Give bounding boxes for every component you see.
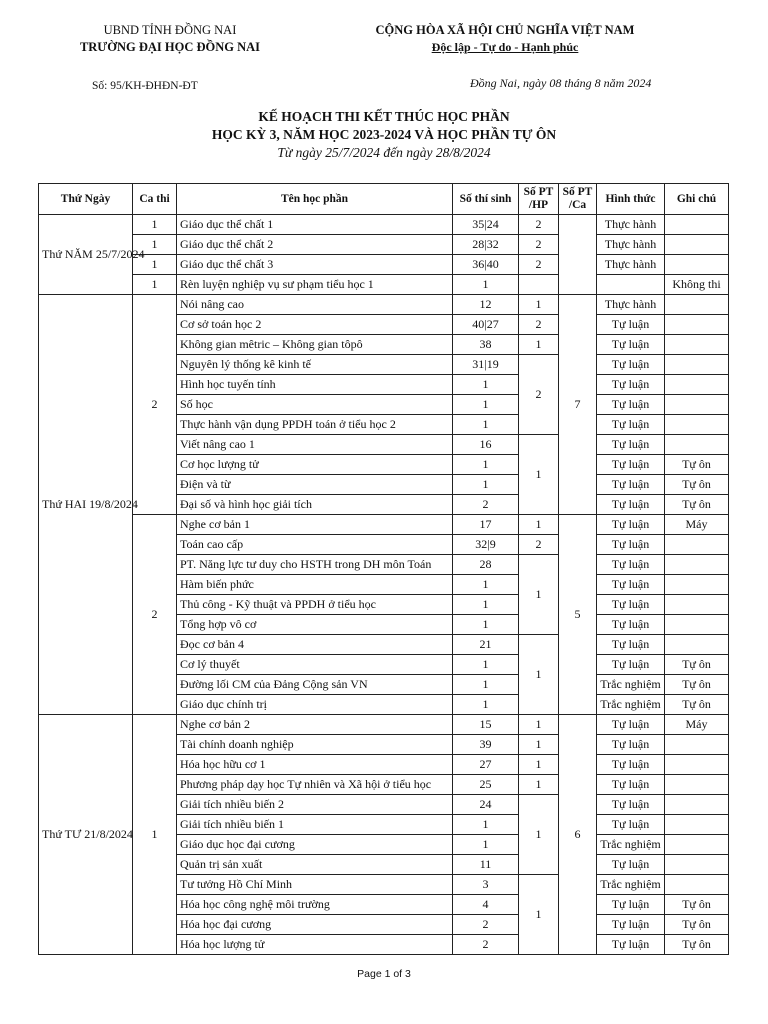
- subject-cell: Tổng hợp vô cơ: [177, 615, 453, 635]
- method-cell: Trắc nghiệm: [597, 835, 665, 855]
- note-cell: [665, 415, 729, 435]
- note-cell: [665, 535, 729, 555]
- subject-cell: Tư tưởng Hồ Chí Minh: [177, 875, 453, 895]
- note-cell: Máy: [665, 515, 729, 535]
- subject-cell: Hóa học đại cương: [177, 915, 453, 935]
- pt-hp-cell: 2: [519, 355, 559, 435]
- note-cell: Tự ôn: [665, 655, 729, 675]
- method-cell: Tự luận: [597, 435, 665, 455]
- method-cell: Tự luận: [597, 455, 665, 475]
- subject-cell: Tài chính doanh nghiệp: [177, 735, 453, 755]
- subject-cell: Cơ học lượng tử: [177, 455, 453, 475]
- exam-schedule-table: [38, 183, 729, 955]
- method-cell: Tự luận: [597, 415, 665, 435]
- day-cell: Thứ TƯ 21/8/2024: [39, 715, 133, 955]
- count-cell: 25: [453, 775, 519, 795]
- count-cell: 1: [453, 615, 519, 635]
- day-cell: Thứ NĂM 25/7/2024: [39, 215, 133, 295]
- count-cell: 31|19: [453, 355, 519, 375]
- method-cell: Tự luận: [597, 515, 665, 535]
- count-cell: 1: [453, 395, 519, 415]
- note-cell: Tự ôn: [665, 895, 729, 915]
- method-cell: Tự luận: [597, 615, 665, 635]
- subject-cell: Phương pháp dạy học Tự nhiên và Xã hội ở tiểu học: [177, 775, 453, 795]
- subject-cell: Giải tích nhiều biến 2: [177, 795, 453, 815]
- count-cell: 39: [453, 735, 519, 755]
- shift-cell: 1: [133, 275, 177, 295]
- subject-cell: Hóa học hữu cơ 1: [177, 755, 453, 775]
- national-motto: Độc lập - Tự do - Hạnh phúc: [431, 40, 579, 54]
- method-cell: Tự luận: [597, 315, 665, 335]
- note-cell: [665, 775, 729, 795]
- note-cell: [665, 735, 729, 755]
- method-cell: Tự luận: [597, 355, 665, 375]
- count-cell: 28: [453, 555, 519, 575]
- pt-hp-cell: 1: [519, 795, 559, 875]
- table-row: [39, 295, 729, 315]
- note-cell: Không thi: [665, 275, 729, 295]
- count-cell: 1: [453, 575, 519, 595]
- pt-hp-cell: 1: [519, 555, 559, 635]
- note-cell: [665, 875, 729, 895]
- subject-cell: Thực hành vận dụng PPDH toán ở tiểu học 2: [177, 415, 453, 435]
- subject-cell: Giải tích nhiều biến 1: [177, 815, 453, 835]
- method-cell: Tự luận: [597, 795, 665, 815]
- note-cell: [665, 795, 729, 815]
- shift-cell: 1: [133, 235, 177, 255]
- pt-hp-cell: 2: [519, 255, 559, 275]
- count-cell: 27: [453, 755, 519, 775]
- subject-cell: Thủ công - Kỹ thuật và PPDH ở tiểu học: [177, 595, 453, 615]
- subject-cell: PT. Năng lực tư duy cho HSTH trong DH môn Toán: [177, 555, 453, 575]
- count-cell: 1: [453, 675, 519, 695]
- method-cell: [597, 275, 665, 295]
- method-cell: Tự luận: [597, 915, 665, 935]
- table-row: [39, 515, 729, 535]
- method-cell: Trắc nghiệm: [597, 875, 665, 895]
- note-cell: [665, 755, 729, 775]
- col-header-count: Số thí sinh: [453, 184, 519, 215]
- count-cell: 15: [453, 715, 519, 735]
- method-cell: Tự luận: [597, 755, 665, 775]
- col-header-shift: Ca thi: [133, 184, 177, 215]
- subject-cell: Điện và từ: [177, 475, 453, 495]
- note-cell: [665, 575, 729, 595]
- note-cell: [665, 555, 729, 575]
- pt-ca-cell: 6: [559, 715, 597, 955]
- national-title: CỘNG HÒA XÃ HỘI CHỦ NGHĨA VIỆT NAM: [375, 23, 635, 37]
- col-header-subject: Tên học phần: [177, 184, 453, 215]
- national-header: [340, 22, 670, 56]
- note-cell: [665, 295, 729, 315]
- pt-hp-cell: 2: [519, 235, 559, 255]
- table-header-row: [39, 184, 729, 215]
- table-row: [39, 275, 729, 295]
- subject-cell: Giáo dục thể chất 1: [177, 215, 453, 235]
- method-cell: Tự luận: [597, 375, 665, 395]
- subject-cell: Giáo dục học đại cương: [177, 835, 453, 855]
- note-cell: Tự ôn: [665, 495, 729, 515]
- note-cell: [665, 615, 729, 635]
- count-cell: 21: [453, 635, 519, 655]
- pt-hp-cell: 1: [519, 735, 559, 755]
- day-cell: Thứ HAI 19/8/2024: [39, 295, 133, 715]
- shift-cell: 2: [133, 295, 177, 515]
- count-cell: 11: [453, 855, 519, 875]
- count-cell: 3: [453, 875, 519, 895]
- note-cell: Tự ôn: [665, 695, 729, 715]
- pt-hp-cell: 2: [519, 535, 559, 555]
- note-cell: [665, 835, 729, 855]
- subject-cell: Viết nâng cao 1: [177, 435, 453, 455]
- method-cell: Trắc nghiệm: [597, 695, 665, 715]
- subject-cell: Hóa học công nghệ môi trường: [177, 895, 453, 915]
- method-cell: Tự luận: [597, 895, 665, 915]
- count-cell: 1: [453, 835, 519, 855]
- issuer-org: UBND TỈNH ĐỒNG NAI: [103, 23, 237, 37]
- method-cell: Tự luận: [597, 635, 665, 655]
- count-cell: 4: [453, 895, 519, 915]
- subject-cell: Cơ lý thuyết: [177, 655, 453, 675]
- subject-cell: Nghe cơ bản 1: [177, 515, 453, 535]
- pt-hp-cell: 1: [519, 295, 559, 315]
- note-cell: [665, 635, 729, 655]
- method-cell: Tự luận: [597, 735, 665, 755]
- method-cell: Tự luận: [597, 595, 665, 615]
- method-cell: Tự luận: [597, 535, 665, 555]
- subject-cell: Nghe cơ bản 2: [177, 715, 453, 735]
- subject-cell: Hóa học lượng tử: [177, 935, 453, 955]
- pt-hp-cell: 1: [519, 775, 559, 795]
- method-cell: Tự luận: [597, 715, 665, 735]
- count-cell: 35|24: [453, 215, 519, 235]
- method-cell: Tự luận: [597, 815, 665, 835]
- method-cell: Thực hành: [597, 215, 665, 235]
- pt-hp-cell: 1: [519, 715, 559, 735]
- note-cell: [665, 335, 729, 355]
- count-cell: 24: [453, 795, 519, 815]
- count-cell: 1: [453, 595, 519, 615]
- method-cell: Thực hành: [597, 235, 665, 255]
- count-cell: 16: [453, 435, 519, 455]
- note-cell: [665, 595, 729, 615]
- method-cell: Tự luận: [597, 395, 665, 415]
- pt-ca-cell: 5: [559, 515, 597, 715]
- col-header-note: Ghi chú: [665, 184, 729, 215]
- title-line-3: Từ ngày 25/7/2024 đến ngày 28/8/2024: [277, 145, 491, 160]
- count-cell: 1: [453, 455, 519, 475]
- note-cell: [665, 435, 729, 455]
- note-cell: Tự ôn: [665, 675, 729, 695]
- note-cell: [665, 375, 729, 395]
- note-cell: Tự ôn: [665, 935, 729, 955]
- method-cell: Tự luận: [597, 775, 665, 795]
- shift-cell: 1: [133, 255, 177, 275]
- subject-cell: Giáo dục thể chất 3: [177, 255, 453, 275]
- count-cell: 1: [453, 815, 519, 835]
- subject-cell: Không gian mêtric – Không gian tôpô: [177, 335, 453, 355]
- count-cell: 12: [453, 295, 519, 315]
- subject-cell: Toán cao cấp: [177, 535, 453, 555]
- count-cell: 2: [453, 495, 519, 515]
- method-cell: Tự luận: [597, 855, 665, 875]
- note-cell: [665, 255, 729, 275]
- count-cell: 1: [453, 275, 519, 295]
- subject-cell: Hình học tuyến tính: [177, 375, 453, 395]
- pt-ca-cell: [559, 215, 597, 295]
- note-cell: [665, 355, 729, 375]
- note-cell: [665, 315, 729, 335]
- method-cell: Tự luận: [597, 655, 665, 675]
- pt-hp-cell: 1: [519, 635, 559, 715]
- count-cell: 1: [453, 375, 519, 395]
- count-cell: 1: [453, 475, 519, 495]
- count-cell: 36|40: [453, 255, 519, 275]
- count-cell: 1: [453, 695, 519, 715]
- method-cell: Tự luận: [597, 575, 665, 595]
- count-cell: 1: [453, 655, 519, 675]
- note-cell: [665, 395, 729, 415]
- pt-hp-cell: 1: [519, 435, 559, 515]
- count-cell: 40|27: [453, 315, 519, 335]
- pt-ca-cell: 7: [559, 295, 597, 515]
- title-line-1: KẾ HOẠCH THI KẾT THÚC HỌC PHẦN: [258, 109, 510, 124]
- pt-hp-cell: 2: [519, 315, 559, 335]
- method-cell: Tự luận: [597, 555, 665, 575]
- note-cell: Máy: [665, 715, 729, 735]
- subject-cell: Rèn luyện nghiệp vụ sư phạm tiểu học 1: [177, 275, 453, 295]
- subject-cell: Cơ sở toán học 2: [177, 315, 453, 335]
- method-cell: Tự luận: [597, 495, 665, 515]
- method-cell: Thực hành: [597, 255, 665, 275]
- document-number: Số: 95/KH-ĐHĐN-ĐT: [92, 80, 198, 92]
- page-footer: Page 1 of 3: [357, 968, 411, 980]
- table-row: [39, 715, 729, 735]
- col-header-pt-hp: Số PT /HP: [519, 184, 559, 215]
- subject-cell: Hàm biến phức: [177, 575, 453, 595]
- issuer-header: [70, 22, 270, 56]
- note-cell: Tự ôn: [665, 475, 729, 495]
- subject-cell: Đại số và hình học giải tích: [177, 495, 453, 515]
- subject-cell: Nguyên lý thống kê kinh tế: [177, 355, 453, 375]
- document-date: Đồng Nai, ngày 08 tháng 8 năm 2024: [470, 76, 652, 90]
- count-cell: 28|32: [453, 235, 519, 255]
- count-cell: 32|9: [453, 535, 519, 555]
- shift-cell: 1: [133, 715, 177, 955]
- pt-hp-cell: 1: [519, 875, 559, 955]
- title-line-2: HỌC KỲ 3, NĂM HỌC 2023-2024 VÀ HỌC PHẦN TỰ ÔN: [211, 127, 557, 142]
- method-cell: Thực hành: [597, 295, 665, 315]
- subject-cell: Nói nâng cao: [177, 295, 453, 315]
- shift-cell: 2: [133, 515, 177, 715]
- subject-cell: Số học: [177, 395, 453, 415]
- pt-hp-cell: 2: [519, 215, 559, 235]
- count-cell: 2: [453, 915, 519, 935]
- count-cell: 2: [453, 935, 519, 955]
- method-cell: Tự luận: [597, 475, 665, 495]
- subject-cell: Đọc cơ bản 4: [177, 635, 453, 655]
- subject-cell: Quản trị sản xuất: [177, 855, 453, 875]
- col-header-day: Thứ Ngày: [39, 184, 133, 215]
- subject-cell: Đường lối CM của Đảng Cộng sản VN: [177, 675, 453, 695]
- pt-hp-cell: 1: [519, 755, 559, 775]
- count-cell: 38: [453, 335, 519, 355]
- method-cell: Trắc nghiệm: [597, 675, 665, 695]
- note-cell: [665, 855, 729, 875]
- shift-cell: 1: [133, 215, 177, 235]
- count-cell: 1: [453, 415, 519, 435]
- note-cell: Tự ôn: [665, 915, 729, 935]
- note-cell: [665, 815, 729, 835]
- pt-hp-cell: 1: [519, 515, 559, 535]
- document-title: [0, 108, 768, 162]
- col-header-pt-ca: Số PT /Ca: [559, 184, 597, 215]
- note-cell: [665, 215, 729, 235]
- pt-hp-cell: 1: [519, 335, 559, 355]
- method-cell: Tự luận: [597, 935, 665, 955]
- count-cell: 17: [453, 515, 519, 535]
- col-header-method: Hình thức: [597, 184, 665, 215]
- subject-cell: Giáo dục chính trị: [177, 695, 453, 715]
- issuer-school: TRƯỜNG ĐẠI HỌC ĐỒNG NAI: [79, 40, 261, 54]
- method-cell: Tự luận: [597, 335, 665, 355]
- subject-cell: Giáo dục thể chất 2: [177, 235, 453, 255]
- table-row: [39, 215, 729, 235]
- pt-hp-cell: [519, 275, 559, 295]
- note-cell: Tự ôn: [665, 455, 729, 475]
- note-cell: [665, 235, 729, 255]
